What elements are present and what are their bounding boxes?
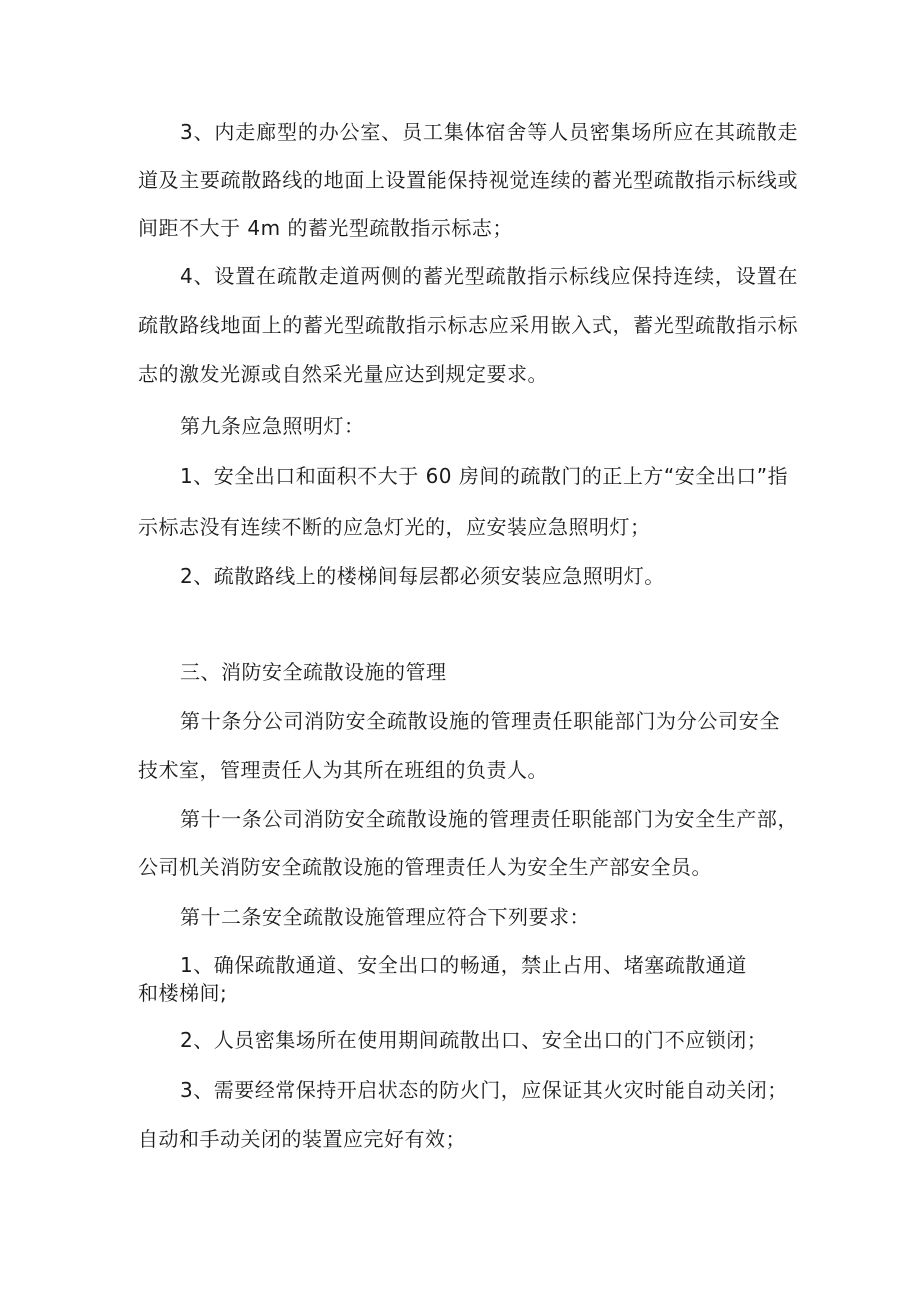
paragraph-line-13: 技术室，管理责任人为其所在班组的负责人。 bbox=[138, 758, 548, 782]
paragraph-line-12: 第十条分公司消防安全疏散设施的管理责任职能部门为分公司安全 bbox=[180, 709, 780, 733]
paragraph-line-9: 示标志没有连续不断的应急灯光的，应安装应急照明灯； bbox=[138, 515, 651, 539]
paragraph-line-19: 2、人员密集场所在使用期间疏散出口、安全出口的门不应锁闭； bbox=[180, 1028, 768, 1052]
paragraph-line-4: 4、设置在疏散走道两侧的蓄光型疏散指示标线应保持连续，设置在 bbox=[180, 264, 798, 288]
paragraph-line-14: 第十一条公司消防安全疏散设施的管理责任职能部门为安全生产部， bbox=[180, 807, 798, 831]
article-heading-9: 第九条应急照明灯： bbox=[180, 414, 365, 438]
section-heading: 三、消防安全疏散设施的管理 bbox=[180, 660, 447, 684]
paragraph-line-3: 间距不大于 4m 的蓄光型疏散指示标志； bbox=[138, 216, 513, 240]
paragraph-line-8: 1、安全出口和面积不大于 60 房间的疏散门的正上方“安全出口”指 bbox=[180, 464, 789, 488]
paragraph-line-18: 和楼梯间; bbox=[138, 981, 228, 1005]
paragraph-line-1: 3、内走廊型的办公室、员工集体宿舍等人员密集场所应在其疏散走 bbox=[180, 120, 798, 144]
paragraph-line-6: 志的激发光源或自然采光量应达到规定要求。 bbox=[138, 362, 548, 386]
paragraph-line-20: 3、需要经常保持开启状态的防火门，应保证其火灾时能自动关闭； bbox=[180, 1078, 788, 1102]
paragraph-line-15: 公司机关消防安全疏散设施的管理责任人为安全生产部安全员。 bbox=[138, 855, 712, 879]
paragraph-line-17: 1、确保疏散通道、安全出口的畅通，禁止占用、堵塞疏散通道 bbox=[180, 953, 747, 977]
paragraph-line-21: 自动和手动关闭的装置应完好有效； bbox=[138, 1127, 466, 1151]
article-heading-12: 第十二条安全疏散设施管理应符合下列要求： bbox=[180, 905, 590, 929]
paragraph-line-2: 道及主要疏散路线的地面上设置能保持视觉连续的蓄光型疏散指示标线或 bbox=[138, 168, 798, 192]
paragraph-line-5: 疏散路线地面上的蓄光型疏散指示标志应采用嵌入式，蓄光型疏散指示标 bbox=[138, 313, 798, 337]
paragraph-line-10: 2、疏散路线上的楼梯间每层都必须安装应急照明灯。 bbox=[180, 564, 665, 588]
